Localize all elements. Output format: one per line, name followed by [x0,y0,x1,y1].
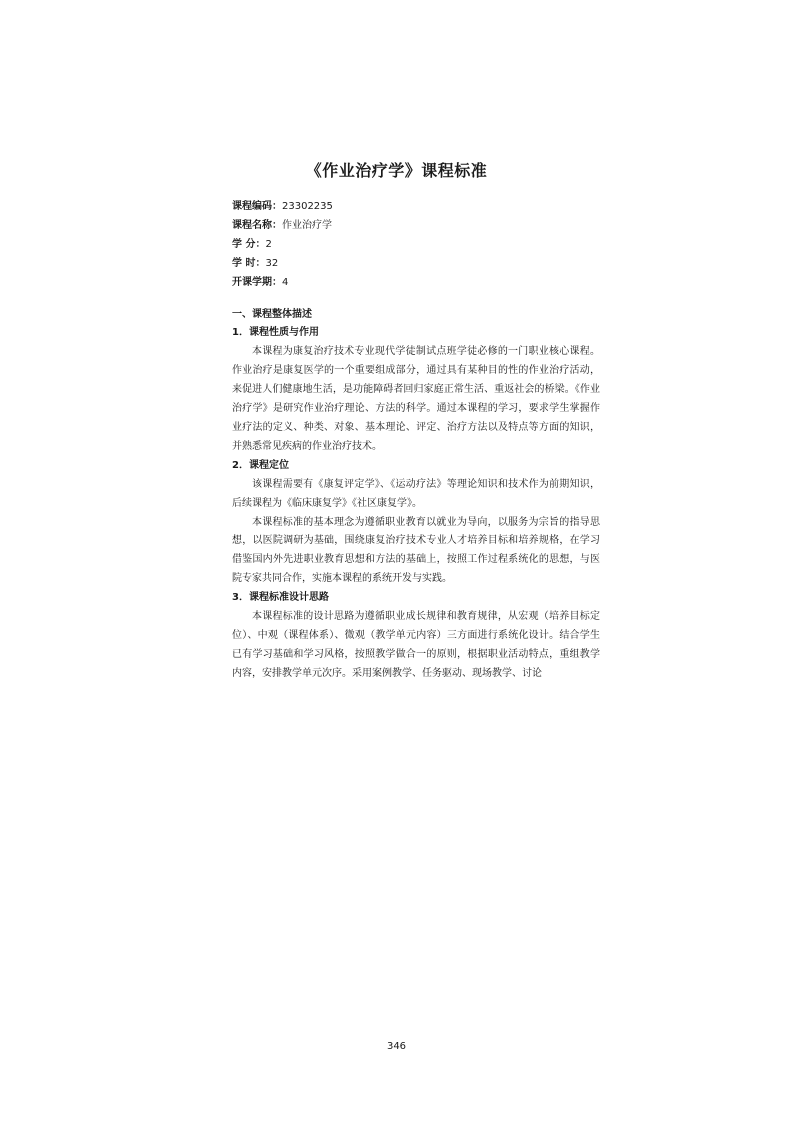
credits-label: 学 分： [232,238,266,250]
semester-label: 开课学期： [232,276,282,288]
course-code-row [232,198,600,217]
semester-value: 4 [282,276,289,288]
subheading-positioning: 2．课程定位 [232,459,289,471]
course-code-label: 课程编码： [232,201,282,212]
course-name-label: 课程名称： [232,219,282,231]
credits-value: 2 [265,238,272,250]
course-code-value: 23302235 [282,201,333,212]
course-name-row [232,217,600,236]
subheading-nature: 1．课程性质与作用 [232,327,319,339]
hours-row [232,255,600,274]
document-body [232,198,600,684]
paragraph-nature: 本课程为康复治疗技术专业现代学徒制试点班学徒必修的一门职业核心课程。作业治疗是康复医学的一个重要组成部分，通过具有某种目的性的作业治疗活动，来促进人们健康地生活，是功能障碍者回归家庭正常生活、重返社会的桥梁。《作业治疗学》是研究作业治疗理论、方法的科学。通过本课程的学习，要求学生掌握作业疗法的定义、种类、对象、基本理论、评定、治疗方法以及特点等方面的知识，并熟悉常见疾病的作业治疗技术。 [232,346,600,452]
subheading-design: 3．课程标准设计思路 [232,592,329,604]
paragraph-design: 本课程标准的设计思路为遵循职业成长规律和教育规律，从宏观（培养目标定位）、中观（课程体系）、微观（教学单元内容）三方面进行系统化设计。结合学生已有学习基础和学习风格，按照教学做合一的原则，根据职业活动特点，重组教学内容，安排教学单元次序。采用案例教学、任务驱动、现场教学、讨论 [232,611,600,679]
semester-row [232,274,600,293]
page-number: 346 [386,1041,407,1052]
course-name-value: 作业治疗学 [282,219,332,231]
document-title: 《作业治疗学》课程标准 [305,161,488,180]
paragraph-positioning-1: 该课程需要有《康复评定学》、《运动疗法》等理论知识和技术作为前期知识，后续课程为《临床康复学》《社区康复学》。 [232,478,600,509]
paragraph-positioning-2: 本课程标准的基本理念为遵循职业教育以就业为导向，以服务为宗旨的指导思想，以医院调研为基础，围绕康复治疗技术专业人才培养目标和培养规格，在学习借鉴国内外先进职业教育思想和方法的基础上，按照工作过程系统化的思想，与医院专家共同合作，实施本课程的系统开发与实践。 [232,516,600,585]
hours-label: 学 时： [232,257,266,269]
credits-row [232,236,600,255]
section-heading-overall: 一、课程整体描述 [232,308,312,320]
hours-value: 32 [265,257,279,269]
